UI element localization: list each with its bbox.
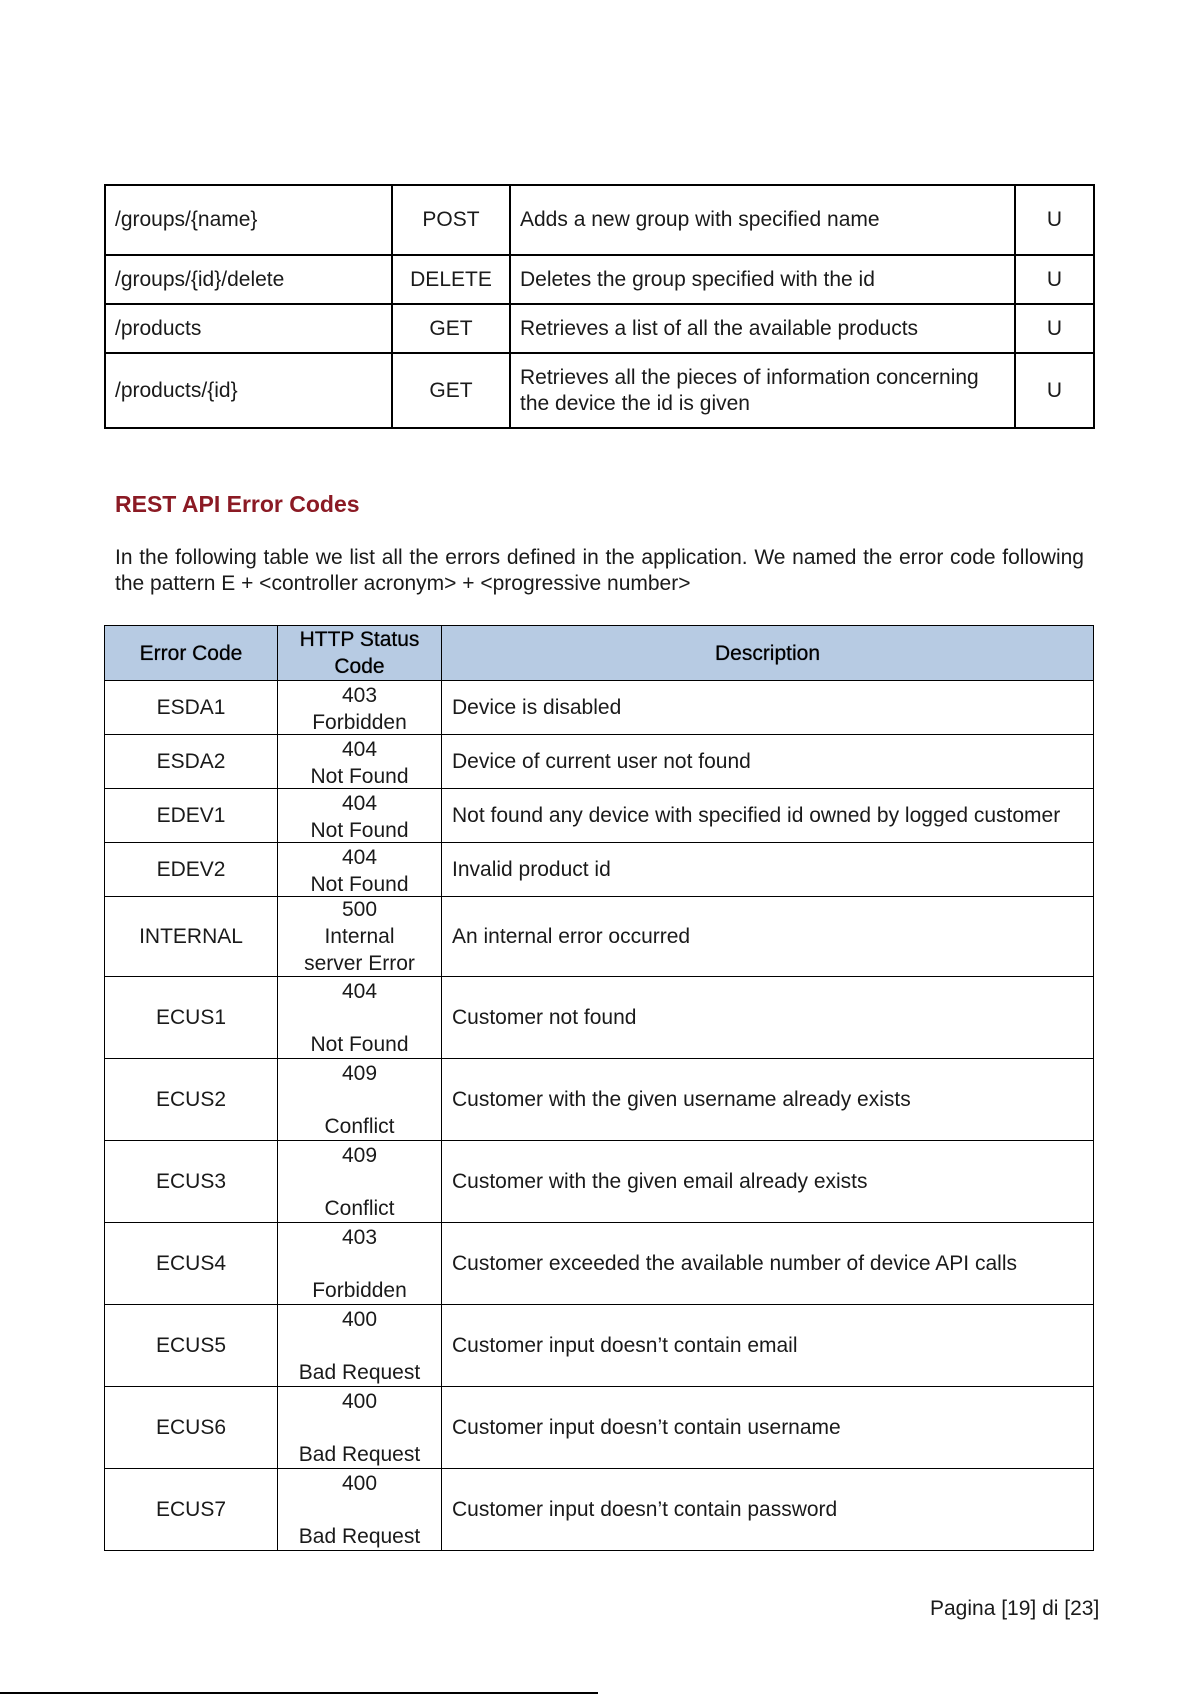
error-code-cell: ECUS4 [105,1223,278,1305]
status-text: Bad Request [298,1442,421,1466]
http-status-cell [278,789,442,843]
endpoint-method: DELETE [392,255,510,304]
http-status-cell [278,1387,442,1469]
error-row [105,1469,1094,1551]
endpoint-method: GET [392,353,510,428]
http-status-cell [278,843,442,897]
status-text: Internal server Error [304,925,415,975]
http-status-cell [278,1223,442,1305]
error-row [105,1141,1094,1223]
status-number: 409 [341,1061,378,1085]
error-description-cell: An internal error occurred [442,897,1094,977]
status-number: 404 [341,737,378,761]
error-row [105,681,1094,735]
header-description: Description [442,626,1094,681]
error-description-cell: Customer exceeded the available number of device API calls [442,1223,1094,1305]
status-number: 404 [341,979,378,1003]
endpoint-role: U [1015,185,1094,255]
error-description-cell: Customer input doesn’t contain email [442,1305,1094,1387]
endpoint-role: U [1015,353,1094,428]
section-intro: In the following table we list all the errors defined in the application. We named the error code following the pattern E + <controller acronym> + <progressive number> [115,546,1084,595]
error-row [105,1305,1094,1387]
endpoint-path: /groups/{name} [105,185,392,255]
error-description-cell: Customer not found [442,977,1094,1059]
endpoint-description: Deletes the group specified with the id [510,255,1015,304]
status-text: Bad Request [298,1524,421,1548]
endpoint-row [105,185,1094,255]
status-number: 403 [341,1225,378,1249]
status-text: Not Found [310,872,409,896]
error-description-cell: Customer with the given username already exists [442,1059,1094,1141]
endpoint-role: U [1015,255,1094,304]
endpoint-row [105,304,1094,353]
error-code-cell: ECUS6 [105,1387,278,1469]
error-row [105,1059,1094,1141]
status-text: Conflict [324,1196,395,1220]
error-description-cell: Customer with the given email already exists [442,1141,1094,1223]
error-code-cell: ECUS7 [105,1469,278,1551]
endpoint-row [105,255,1094,304]
status-number: 400 [341,1471,378,1495]
status-number: 404 [341,845,378,869]
endpoint-method: POST [392,185,510,255]
http-status-cell [278,735,442,789]
error-codes-table [104,625,1094,1551]
error-description-cell: Device of current user not found [442,735,1094,789]
section-heading: REST API Error Codes [115,491,360,517]
error-row [105,1387,1094,1469]
error-row [105,735,1094,789]
error-code-cell: ECUS5 [105,1305,278,1387]
error-description-cell: Not found any device with specified id owned by logged customer [442,789,1094,843]
status-text: Not Found [310,764,409,788]
error-row [105,1223,1094,1305]
error-code-cell: EDEV1 [105,789,278,843]
http-status-cell [278,1059,442,1141]
endpoint-role: U [1015,304,1094,353]
status-text: Forbidden [312,1278,407,1302]
error-code-cell: ECUS2 [105,1059,278,1141]
status-text: Forbidden [312,710,407,734]
error-description-cell: Customer input doesn’t contain username [442,1387,1094,1469]
status-number: 400 [341,1307,378,1331]
error-code-cell: ECUS1 [105,977,278,1059]
http-status-cell [278,681,442,735]
endpoint-description: Adds a new group with specified name [510,185,1015,255]
status-text: Not Found [310,1032,409,1056]
error-row [105,977,1094,1059]
endpoint-method: GET [392,304,510,353]
status-number: 400 [341,1389,378,1413]
endpoint-path: /groups/{id}/delete [105,255,392,304]
error-row [105,897,1094,977]
http-status-cell [278,1305,442,1387]
error-description-cell: Customer input doesn’t contain password [442,1469,1094,1551]
header-error-code: Error Code [105,626,278,681]
header-http-status: HTTP Status Code [278,626,442,681]
status-number: 404 [341,791,378,815]
error-code-cell: ECUS3 [105,1141,278,1223]
status-number: 500 [341,898,378,921]
endpoint-description: Retrieves all the pieces of information concerning the device the id is given [510,353,1015,428]
status-text: Bad Request [298,1360,421,1384]
error-description-cell: Device is disabled [442,681,1094,735]
status-text: Not Found [310,818,409,842]
endpoint-description: Retrieves a list of all the available products [510,304,1015,353]
endpoint-row [105,353,1094,428]
error-table-header [105,626,1094,681]
http-status-cell [278,1469,442,1551]
error-code-cell: ESDA2 [105,735,278,789]
error-code-cell: INTERNAL [105,897,278,977]
endpoint-path: /products/{id} [105,353,392,428]
error-code-cell: EDEV2 [105,843,278,897]
status-number: 409 [341,1143,378,1167]
http-status-cell [278,1141,442,1223]
http-status-cell [278,897,442,977]
error-description-cell: Invalid product id [442,843,1094,897]
error-row [105,789,1094,843]
endpoint-path: /products [105,304,392,353]
error-code-cell: ESDA1 [105,681,278,735]
endpoints-table [104,184,1095,429]
http-status-cell [278,977,442,1059]
page-number: Pagina [19] di [23] [930,1597,1100,1620]
status-text: Conflict [324,1114,395,1138]
status-number: 403 [341,683,378,707]
error-row [105,843,1094,897]
